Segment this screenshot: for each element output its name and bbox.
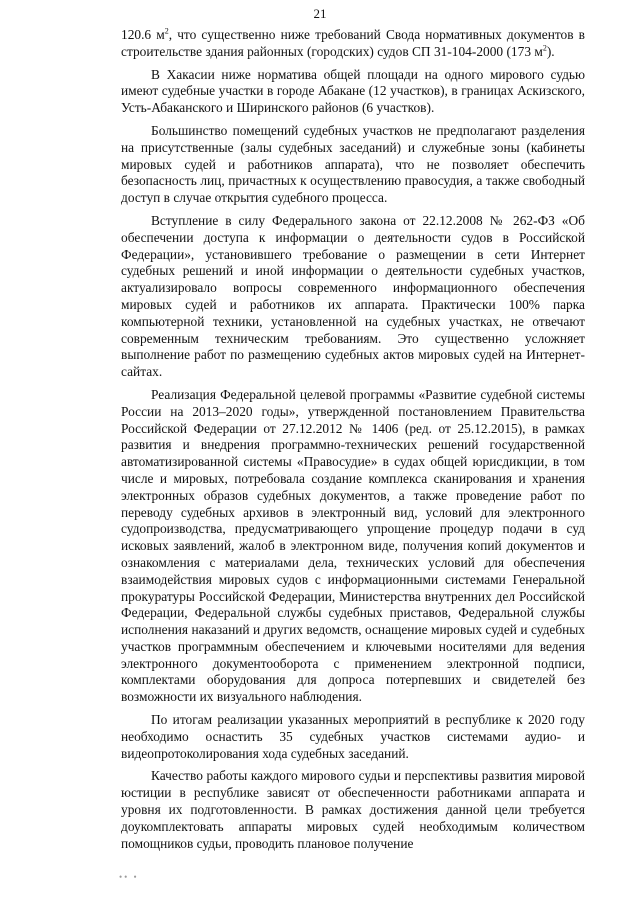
paragraph-2 bbox=[121, 123, 585, 207]
paragraph-text: По итогам реализации указанных мероприятий в республике к 2020 году необходимо оснастить 35 судебных участков системами аудио- и видеопротоколирования хода судебных заседаний. bbox=[121, 712, 585, 761]
paragraph-3 bbox=[121, 213, 585, 381]
document-body bbox=[121, 27, 585, 852]
paragraph-text: ). bbox=[546, 43, 555, 59]
scan-artifact-mark: •• • bbox=[119, 872, 139, 882]
superscript: 2 bbox=[164, 26, 169, 36]
paragraph-text: Вступление в силу Федерального закона от 22.12.2008 № 262-ФЗ «Об обеспечении доступа к информации о деятельности судов в Российской Федерации», установившего требование о размещении в сети Интернет судебных решений и иной информации о деятельности судебных участков, актуализировало вопросы современного информационного обеспечения мировых судей и работников их аппарата. Практически 100% парка компьютерной техники, установленной на судебных участках, не отвечают современным техническим требованиям. Это существенно усложняет выполнение работ по размещению судебных актов мировых судей на Интернет-сайтах. bbox=[121, 212, 585, 380]
paragraph-0 bbox=[121, 27, 585, 61]
paragraph-text: 120.6 м bbox=[121, 27, 165, 42]
paragraph-5 bbox=[121, 712, 585, 762]
superscript: 2 bbox=[542, 43, 547, 53]
paragraph-1 bbox=[121, 67, 585, 117]
paragraph-4 bbox=[121, 387, 585, 706]
paragraph-text: Реализация Федеральной целевой программы «Развитие судебной системы России на 2013–2020 годы», утвержденной постановлением Правительства Российской Федерации от 27.12.2012 № 1406 (ред. от 25.12.2015), в рамках развития и внедрения программно-технических решений государственной автоматизированной системы «Правосудие» в судах общей юрисдикции, в том числе и мировых, потребовала создание комплекса сканирования и хранения электронных образов судебных документов, а также проведение работ по переводу судебных архивов в электронный вид, условий для электронного судопроизводства, предусматривающего упрощение процедур подачи в суд исковых заявлений, жалоб в электронном виде, получения копий документов и ознакомления с материалами дела, технических условий для обеспечения взаимодействия мировых судов с информационными системами Генеральной прокуратуры Российской Федерации, Министерства внутренних дел Российской Федерации, Федеральной службы судебных приставов, Федеральной службы исполнения наказаний и других ведомств, оснащение мировых судей и судебных участков программным обеспечением и ключевыми носителями для ведения электронного документооборота с применением электронной подписи, комплектами оборудования для допроса потерпевших и свидетелей без возможности их визуального наблюдения. bbox=[121, 386, 585, 705]
paragraph-text: Качество работы каждого мирового судьи и перспективы развития мировой юстиции в республике зависят от обеспеченности работниками аппарата и уровня их подготовленности. В рамках достижения данной цели требуется доукомплектовать аппараты мировых судей необходимым количеством помощников судьи, проводить плановое получение bbox=[121, 768, 585, 851]
paragraph-text: , что существенно ниже требований Свода нормативных документов в строительстве здания районных (городских) судов СП 31-104-2000 (173 м bbox=[121, 27, 585, 59]
paragraph-6 bbox=[121, 768, 585, 852]
page-number: 21 bbox=[313, 6, 327, 21]
paragraph-text: Большинство помещений судебных участков не предполагают разделения на присутственные (залы судебных заседаний) и служебные зоны (кабинеты мировых судей и работников аппарата), что не позволяет обеспечить безопасность лиц, причастных к осуществлению правосудия, а также свободный доступ в случае открытия судебного процесса. bbox=[121, 122, 585, 206]
paragraph-text: В Хакасии ниже норматива общей площади на одного мирового судью имеют судебные участки в городе Абакане (12 участков), в границах Аскизского, Усть-Абаканского и Ширинского районов (6 участков). bbox=[121, 66, 585, 116]
